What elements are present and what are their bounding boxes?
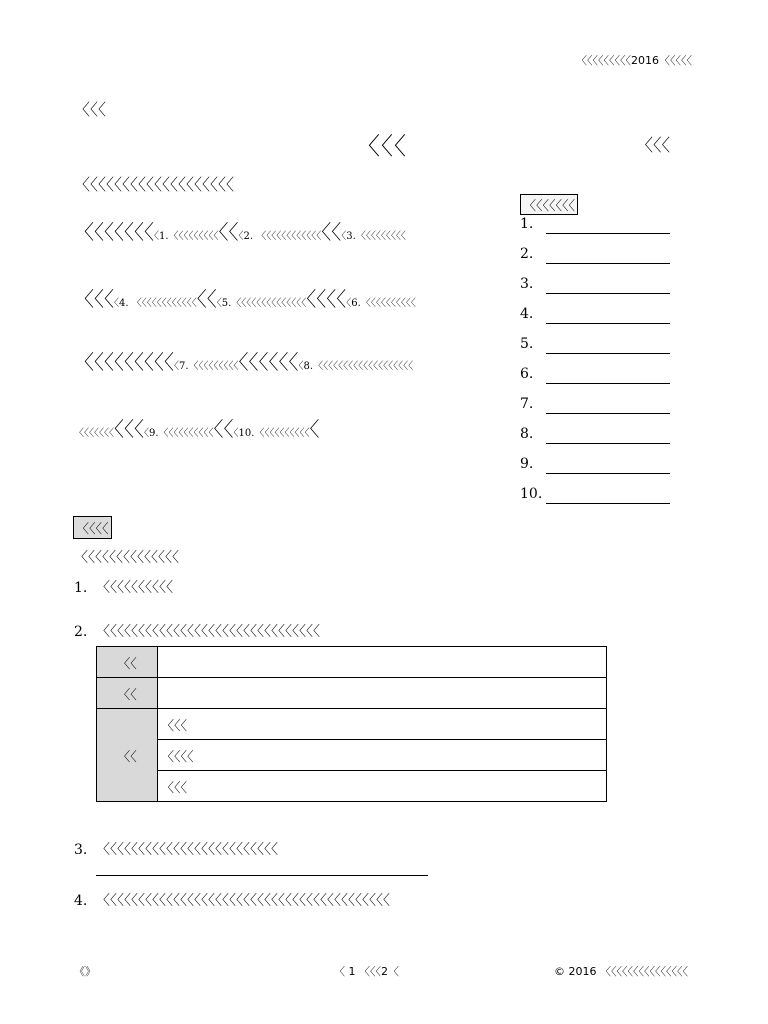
answer-number: 6. — [520, 366, 534, 382]
question-text: 〈〈〈〈〈〈〈〈〈〈 — [96, 580, 173, 596]
blank-word: 〈〈〈〈〈〈〈〈〈 — [74, 350, 174, 374]
answer-row[interactable] — [520, 426, 670, 446]
passage-text: 〈1.〈〈〈〈〈〈〈〈〈 — [154, 231, 219, 242]
answer-line[interactable] — [546, 413, 670, 414]
passage-text: 〈8.〈〈〈〈〈〈〈〈〈〈〈〈〈〈〈〈〈〈〈 — [298, 361, 414, 372]
fill-box-label: 〈〈〈〈〈〈〈 — [520, 194, 578, 215]
answer-line[interactable] — [546, 323, 670, 324]
answer-number: 7. — [520, 396, 534, 412]
answer-row[interactable] — [520, 276, 670, 296]
answer-line[interactable] — [546, 503, 670, 504]
blank-word: 〈〈〈 — [114, 417, 144, 441]
answer-number: 2. — [520, 246, 534, 262]
answer-number: 5. — [520, 336, 534, 352]
page-title: 〈〈〈 — [356, 132, 407, 160]
answer-number: 10. — [520, 486, 543, 502]
answer-line[interactable] — [546, 233, 670, 234]
answer-number: 3. — [520, 276, 534, 292]
header-text: 〈〈〈〈〈〈〈〈〈2016〈〈〈〈〈 — [576, 54, 692, 67]
answer-number: 9. — [520, 456, 534, 472]
answer-line[interactable] — [546, 353, 670, 354]
info-table — [96, 646, 607, 802]
blank-word: 〈 — [309, 417, 320, 441]
answer-line[interactable] — [546, 263, 670, 264]
passage-text: 〈7.〈〈〈〈〈〈〈〈〈 — [174, 361, 239, 372]
answer-line[interactable] — [546, 473, 670, 474]
question-text: 〈〈〈〈〈〈〈〈〈〈〈〈〈〈〈〈〈〈〈〈〈〈〈〈〈〈〈〈〈〈〈 — [96, 624, 320, 640]
blank-word: 〈〈 — [213, 417, 234, 441]
title-right-label: 〈〈〈 — [636, 136, 670, 156]
table-row-label: 〈〈 — [97, 678, 158, 709]
question-number: 1. — [74, 580, 88, 596]
question-text: 〈〈〈〈〈〈〈〈〈〈〈〈〈〈〈〈〈〈〈〈〈〈〈〈〈〈〈〈〈〈〈〈〈〈〈〈〈〈〈〈〈 — [96, 893, 390, 909]
passage-text: 〈10.〈〈〈〈〈〈〈〈〈〈 — [233, 428, 310, 439]
answer-row[interactable] — [520, 396, 670, 416]
question-number: 3. — [74, 842, 88, 858]
footer-copyright: © 2016 〈〈〈〈〈〈〈〈〈〈〈〈〈〈〈 — [554, 965, 688, 978]
answer-line[interactable] — [546, 443, 670, 444]
passage-text: 〈5.〈〈〈〈〈〈〈〈〈〈〈〈〈〈 — [216, 298, 307, 309]
passage-text: 〈6.〈〈〈〈〈〈〈〈〈〈 — [346, 298, 416, 309]
answer-number: 8. — [520, 426, 534, 442]
footer-page-number: 〈 1 〈〈〈2〈 — [334, 965, 399, 978]
answer-row[interactable] — [520, 486, 670, 506]
table-cell-input[interactable] — [158, 647, 607, 678]
answer-row[interactable] — [520, 216, 670, 236]
question-text: 〈〈〈〈〈〈〈〈〈〈〈〈〈〈〈〈〈〈〈〈〈〈〈〈〈 — [96, 842, 278, 858]
passage-text: 〈〈〈〈〈〈〈 — [74, 428, 114, 439]
passage-line — [74, 413, 494, 442]
blank-word: 〈〈〈〈 — [306, 287, 347, 311]
table-row-label: 〈〈 — [97, 647, 158, 678]
passage-text: 〈3.〈〈〈〈〈〈〈〈〈 — [341, 231, 406, 242]
answer-row[interactable] — [520, 336, 670, 356]
table-cell-input[interactable] — [158, 678, 607, 709]
passage-line — [74, 283, 494, 312]
section-label: 〈〈〈〈 — [73, 516, 112, 539]
answer-row[interactable] — [520, 456, 670, 476]
blank-word: 〈〈 — [321, 220, 342, 244]
question-1 — [74, 577, 173, 597]
table-subrow[interactable]: 〈〈〈〈 — [158, 740, 607, 771]
question-number: 4. — [74, 893, 88, 909]
blank-word: 〈〈〈〈〈〈〈 — [74, 220, 154, 244]
instruction-text: 〈〈〈〈〈〈〈〈〈〈〈〈〈〈〈〈〈〈〈 — [74, 175, 235, 194]
footer-left: 《》 — [74, 965, 96, 978]
answer-row[interactable] — [520, 306, 670, 326]
blank-word: 〈〈〈〈〈〈 — [238, 350, 299, 374]
top-label: 〈〈〈 — [74, 100, 107, 119]
answer-line[interactable] — [546, 383, 670, 384]
answer-number: 1. — [520, 216, 534, 232]
table-subrow[interactable]: 〈〈〈 — [158, 771, 607, 802]
passage-text: 〈9.〈〈〈〈〈〈〈〈〈〈 — [144, 428, 214, 439]
passage-text: 〈4. 〈〈〈〈〈〈〈〈〈〈〈〈 — [114, 298, 197, 309]
answer-line[interactable] — [96, 875, 428, 876]
blank-word: 〈〈〈 — [74, 287, 114, 311]
passage-line — [74, 216, 494, 245]
table-row-label: 〈〈 — [97, 709, 158, 802]
blank-word: 〈〈 — [218, 220, 239, 244]
question-3 — [74, 839, 278, 859]
answer-number: 4. — [520, 306, 534, 322]
question-4 — [74, 890, 390, 910]
answer-row[interactable] — [520, 246, 670, 266]
answer-line[interactable] — [546, 293, 670, 294]
passage-line — [74, 346, 494, 375]
question-2 — [74, 621, 320, 641]
sub-instruction: 〈〈〈〈〈〈〈〈〈〈〈〈〈〈 — [74, 550, 179, 566]
answer-row[interactable] — [520, 366, 670, 386]
passage-text: 〈2. 〈〈〈〈〈〈〈〈〈〈〈〈 — [238, 231, 322, 242]
table-subrow[interactable]: 〈〈〈 — [158, 709, 607, 740]
question-number: 2. — [74, 624, 88, 640]
blank-word: 〈〈 — [196, 287, 217, 311]
